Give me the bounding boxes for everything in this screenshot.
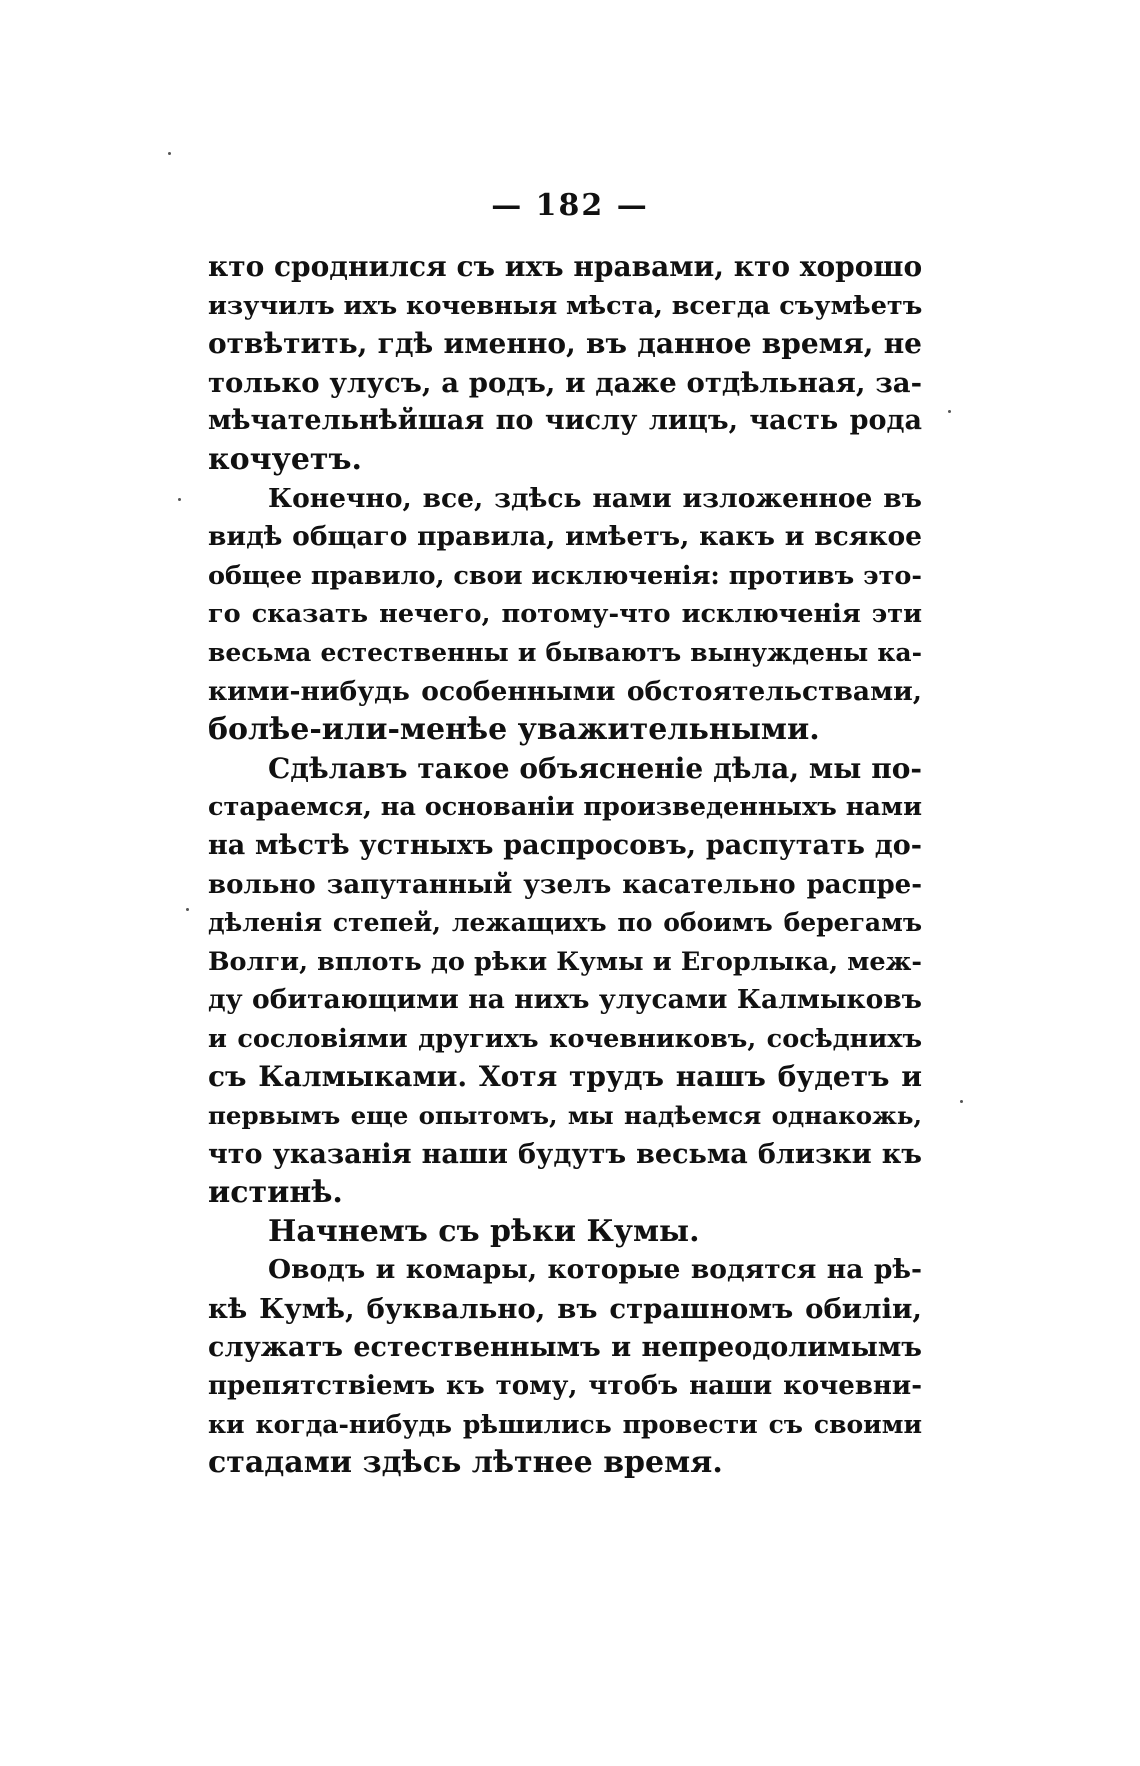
text-line: кочуетъ. [208,441,362,477]
text-line: на мѣстѣ устныхъ распросовъ, распутать до- [208,829,922,861]
text-line: первымъ еще опытомъ, мы надѣемся однакожь, [208,1101,922,1131]
text-line: Конечно, все, здѣсь нами изложенное въ [268,482,922,514]
text-line: служатъ естественнымъ и непреодолимымъ [208,1331,922,1363]
text-line: болѣе-или-менѣе уважительными. [208,712,820,748]
text-line: стадами здѣсь лѣтнее время. [208,1445,723,1481]
text-line: Сдѣлавъ такое объясненіе дѣла, мы по- [268,751,922,785]
text-line: и сословіями другихъ кочевниковъ, сосѣднихъ [208,1023,922,1054]
text-line: Оводъ и комары, которые водятся на рѣ- [268,1254,922,1286]
text-line: дѣленія степей, лежащихъ по обоимъ берегамъ [208,908,922,938]
text-line: истинѣ. [208,1175,343,1211]
scan-speck [960,1100,963,1103]
scan-speck [186,908,189,911]
text-line: только улусъ, а родъ, и даже отдѣльная, за- [208,366,922,399]
text-line: вольно запутанный узелъ касательно распре- [208,869,922,900]
text-line: препятствіемъ къ тому, чтобъ наши кочевни- [208,1371,922,1402]
text-line: весьма естественны и бываютъ вынуждены ка- [208,637,922,667]
text-line: общее правило, свои исключенія: противъ это- [208,560,922,591]
body-text [208,248,922,1483]
page-number: — 182 — [491,188,649,223]
text-line: стараемся, на основаніи произведенныхъ нами [208,792,922,823]
text-line: ки когда-нибудь рѣшились провести съ своими [208,1409,922,1439]
scan-speck [168,152,171,155]
text-line: изучилъ ихъ кочевныя мѣста, всегда съумѣетъ [208,290,922,321]
text-line: мѣчательнѣйшая по числу лицъ, часть рода [208,405,922,437]
text-line: Начнемъ съ рѣки Кумы. [268,1213,700,1249]
scan-speck [178,498,181,501]
text-line: Волги, вплоть до рѣки Кумы и Егорлыка, меж- [208,946,922,977]
text-line: кими-нибудь особенными обстоятельствами, [208,675,922,707]
text-line: съ Калмыками. Хотя трудъ нашъ будетъ и [208,1060,922,1094]
text-line: отвѣтить, гдѣ именно, въ данное время, не [208,327,922,361]
text-line: кто сроднился съ ихъ нравами, кто хорошо [208,250,922,283]
text-line: видѣ общаго правила, имѣетъ, какъ и всякое [208,521,922,553]
text-line: кѣ Кумѣ, буквально, въ страшномъ обиліи, [208,1293,922,1326]
text-line: ду обитающими на нихъ улусами Калмыковъ [208,984,922,1016]
text-line: го сказать нечего, потому-что исключенія эти [208,599,922,630]
scan-speck [948,410,951,413]
text-line: что указанія наши будутъ весьма близки къ [208,1138,922,1170]
